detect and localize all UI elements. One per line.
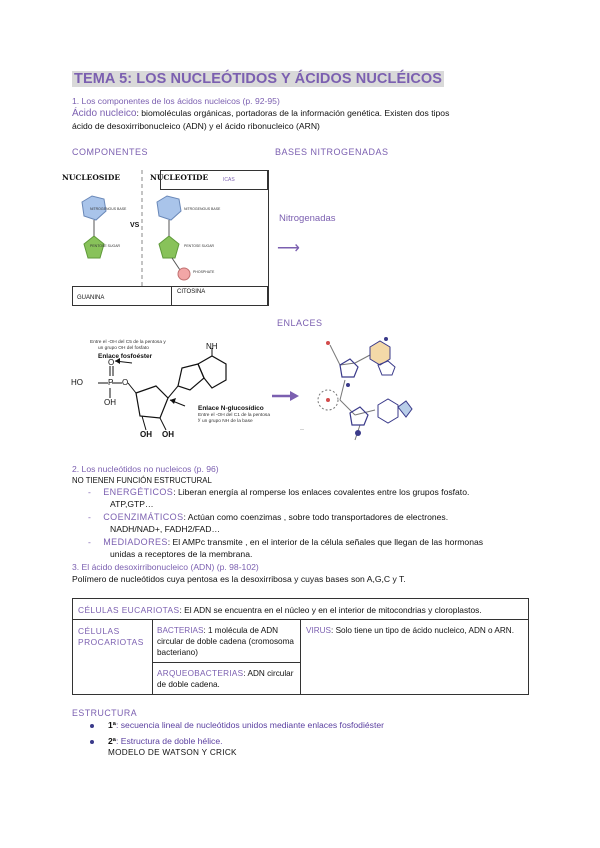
virus-cell: [300, 619, 529, 695]
bullet-dot-2: [90, 740, 94, 744]
estructura-label: ESTRUCTURA: [72, 708, 138, 718]
bacterias-content: [157, 625, 299, 658]
vertical-divider: [268, 170, 269, 306]
ester-note-2: un grupo OH del fosfato: [98, 346, 149, 351]
bacterias-term: BACTERIAS: [157, 626, 204, 635]
energeticos-term: ENERGÉTICOS: [103, 487, 174, 497]
nitrogenous-base-label-1: NITROGENOUS BASE: [90, 207, 127, 211]
coenzimaticos-text2: NADH/NAD+, FADH2/FAD…: [110, 524, 221, 534]
components-label: COMPONENTES: [72, 147, 149, 157]
prok-line2: PROCARIOTAS: [78, 637, 144, 647]
item-mediadores: [88, 536, 538, 560]
arqueobacterias-cell: [152, 662, 301, 695]
nitrogenadas-text: Nitrogenadas: [279, 213, 336, 224]
item-energeticos: [88, 486, 528, 510]
bases-label: BASES NITROGENADAS: [275, 147, 389, 157]
bacterias-text: : 1 molécula de ADN circular de doble cadena (cromosoma bacteriano): [157, 626, 294, 657]
enlaces-label: ENLACES: [277, 318, 323, 328]
bottom-divider: [171, 286, 172, 306]
svg-text:—: —: [300, 426, 304, 431]
estructura-item-2-content: [108, 736, 223, 746]
energeticos-text: : Liberan energía al romperse los enlaces covalentes entre los grupos fosfato.: [173, 487, 470, 497]
ester-bond-label: Enlace fosfoéster: [98, 353, 153, 360]
oh-right-label: OH: [162, 430, 174, 439]
item2-num: 2ª: [108, 736, 116, 746]
euk-text: : El ADN se encuentra en el núcleo y en el interior de mitocondrias y cloroplastos.: [179, 605, 482, 615]
overlay-box-top: [160, 170, 268, 190]
o-right-label: O: [122, 378, 129, 387]
pentose-label-1: PENTOSE SUGAR: [90, 244, 121, 248]
section1-definition: [72, 107, 532, 132]
energeticos-text2: ATP,GTP…: [110, 499, 154, 509]
page-title: TEMA 5: LOS NUCLEÓTIDOS Y ÁCIDOS NUCLÉICOS: [74, 71, 443, 87]
section2-heading: 2. Los nucleótidos no nucleicos (p. 96): [72, 464, 219, 474]
definition-line1: : biomoléculas orgánicas, portadoras de la información genética. Existen dos tipos: [136, 108, 450, 118]
arqueobacterias-text: : ADN circular de doble cadena.: [157, 669, 294, 689]
pentose-label-2: PENTOSE SUGAR: [184, 244, 215, 248]
ho-label: HO: [71, 378, 83, 387]
definition-line2: ácido de desoxirribonucleico (ADN) y el ácido ribonucleico (ARN): [72, 121, 320, 131]
arqueobacterias-term: ARQUEOBACTERIAS: [157, 669, 244, 678]
virus-content: [306, 625, 524, 636]
table-row-eucariotas: [72, 598, 529, 620]
dash-1: -: [88, 487, 91, 497]
euk-cell: [78, 604, 482, 616]
oh-left-label: OH: [140, 430, 152, 439]
bacterias-cell: [152, 619, 301, 663]
mediadores-term: MEDIADORES: [103, 537, 168, 547]
p-label: P: [108, 378, 114, 387]
watson-crick-model: MODELO DE WATSON Y CRICK: [108, 748, 237, 757]
arqueobacterias-content: [157, 668, 299, 690]
prok-cell: [72, 619, 153, 695]
bullet-dot-1: [90, 724, 94, 728]
mediadores-text: : El AMPc transmite , en el interior de la célula señales que llegan de las hormonas: [167, 537, 484, 547]
bottom-labels-box: [72, 286, 268, 306]
phosphate-label: PHOSPHATE: [193, 270, 215, 274]
vs-label: VS: [130, 222, 140, 229]
section1-heading: 1. Los componentes de los ácidos nucleicos (p. 92-95): [72, 96, 280, 106]
item1-text: : secuencia lineal de nucleótidos unidos mediante enlaces fosfodiéster: [115, 720, 384, 730]
glyco-bond-label: Enlace N-glucosídico: [198, 405, 264, 412]
arrow-icon: ⟶: [277, 240, 300, 257]
ester-note-1: Entre el -OH del C5 de la pentosa y: [90, 340, 166, 345]
o-top-label: O: [108, 358, 115, 367]
term-acido-nucleico: Ácido nucleico: [72, 108, 137, 119]
euk-term: CÉLULAS EUCARIOTAS: [78, 605, 180, 615]
nucleotide-label: NUCLEOTIDE: [150, 173, 209, 182]
guanina-label: GUANINA: [77, 295, 105, 301]
nucleotide-structure-figure: [70, 338, 270, 448]
glyco-note-2: un grupo NH de la base: [202, 419, 253, 424]
item-coenzimaticos: [88, 511, 528, 535]
dna-chain-figure: [300, 325, 435, 445]
oh-p-label: OH: [104, 398, 116, 407]
section3-heading: 3. El ácido desoxirribonucleico (ADN) (p. 98-102): [72, 562, 259, 572]
coenzimaticos-term: COENZIMÁTICOS: [103, 512, 184, 522]
item1-num: 1ª: [108, 720, 116, 730]
nucleoside-label: NUCLEOSIDE: [62, 173, 121, 182]
mediadores-text2: unidas a receptores de la membrana.: [110, 549, 253, 559]
section2-subheading: NO TIENEN FUNCIÓN ESTRUCTURAL: [72, 476, 212, 485]
right-arrow-icon: [272, 390, 300, 402]
item2-text: : Estructura de doble hélice.: [115, 736, 223, 746]
virus-text: : Solo tiene un tipo de ácido nucleico, ADN o ARN.: [331, 626, 514, 635]
prok-label: [78, 626, 144, 648]
nh2-label: NH: [206, 342, 218, 351]
overlay-top-text: ICAS: [223, 177, 235, 183]
estructura-item-1-content: [108, 720, 384, 730]
dash-3: -: [88, 537, 91, 547]
coenzimaticos-text: : Actúan como coenzimas , sobre todo transportadores de electrones.: [183, 512, 449, 522]
glyco-note-1: Entre el -OH del C1 de la pentosa y: [198, 413, 270, 423]
citosina-label: CITOSINA: [177, 289, 206, 295]
prok-line1: CÉLULAS: [78, 626, 120, 636]
nitrogenous-base-label-2: NITROGENOUS BASE: [184, 207, 221, 211]
dash-2: -: [88, 512, 91, 522]
section3-text: Polímero de nucleótidos cuya pentosa es la desoxirribosa y cuyas bases son A,G,C y T.: [72, 574, 406, 584]
virus-term: VIRUS: [306, 626, 332, 635]
